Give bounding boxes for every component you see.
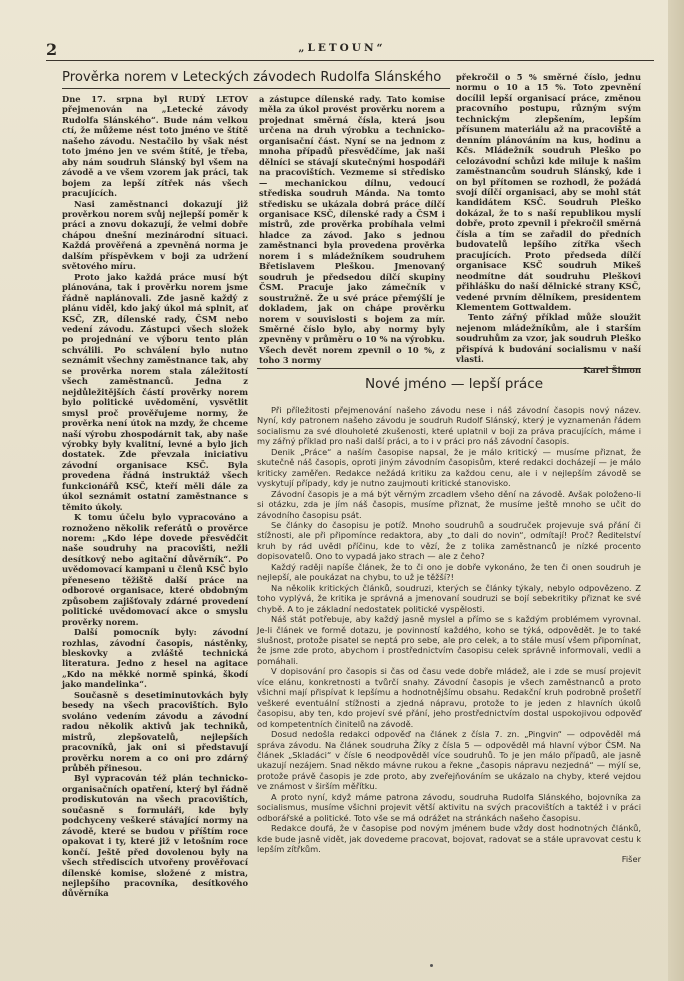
article2-paragraph: A proto nyní, když máme patrona závodu, soudruha Rudolfa Slánského, bojovníka za socialismus, musíme všichni projevit větší aktivitu na svých pracovištích a taktéž i v práci odborářské a politické. Toto vše se má odrážet na stránkách našeho časopisu. bbox=[257, 791, 641, 823]
article2-paragraph: Závodní časopis je a má být věrným zrcadlem všeho dění na závodě. Avšak položeno-li si otázku, zda je jím náš časopis, musíme přiznat, že musíme ještě mnoho se učit do závodního časopisu psát. bbox=[257, 488, 641, 520]
article1-paragraph: Byl vypracován též plán technicko-organisačních opatření, který byl řádně prodiskutován na všech pracovištích, současně s formuláři, kde byly podchyceny veškeré stávající normy na závodě, které se budou v příštím roce opakovat i ty, které již v letošním roce končí. Ještě před dovolenou byly na všech střediscích utvořeny prověřovací dílenské komise, složené z mistra, nejlepšího pracovníka, desítkového důvěrníka bbox=[62, 773, 248, 899]
article1-column-2 bbox=[259, 94, 445, 366]
masthead: „LETOUN“ bbox=[298, 42, 386, 54]
article2-signature: Fišer bbox=[621, 854, 641, 865]
article1-title-rule bbox=[62, 88, 450, 89]
article2-paragraph: Se články do časopisu je potíž. Mnoho soudruhů a soudruček projevuje svá přání či stížnosti, ale při připomínce redaktora, aby „to dali do novin“, odmítají! Proč? Ředitelství kruh by rád uvědl příčinu, kde to vězí, že z tolika zaměstnanců je nízké procento dopisovatelů. Ono to vypadá jako strach — ale z čeho? bbox=[257, 519, 641, 562]
page-edge bbox=[668, 0, 684, 981]
article2-paragraph: Každý raději napíše článek, že to či ono je dobře vykonáno, že ten či onen soudruh je nejlepší, ale poukázat na chybu, to už je těžší?! bbox=[257, 561, 641, 583]
article1-paragraph: Nasi zaměstnanci dokazují již prověrkou norem svůj nejlepší poměr k práci a znovu dokazují, že velmi dobře chápou dnešní mezinárodní situaci. Každá prověřená a zpevněná norma je dalším příspěvkem v boji za udržení světového míru. bbox=[62, 198, 248, 272]
article2-paragraph: Na několik kritických článků, soudruzi, kterých se články týkaly, nebylo odpovězeno. Z toho vyplývá, že kritika je správná a jmenovaní soudruzi se bojí sebekritiky přiznat ke své chybě. A to je základní nedostatek politické vyspělosti. bbox=[257, 582, 641, 614]
article2-paragraph: Dosud nedošla redakci odpověď na článek z čísla 7. zn. „Pingvin“ — odpověděl má správa závodu. Na článek soudruha Žíky z čísla 5 — odpověděl má hlavní výbor ČSM. Na článek „Skladáci“ v čísle 6 neodpověděl více soudruhů. To je jen málo případů, ale jasně ukazují nezájem. Snad někdo mávne rukou a řekne „časopis nápravu nezjedná“ — mýlí se, protože právě časopis je zde proto, aby zveřejňováním se ukázalo na chyby, které vejdou ve známost v širším měřítku. bbox=[257, 729, 641, 792]
article1-paragraph: K tomu účelu bylo vypracováno a roznoženo několik referátů o prověrce norem: „Kdo lépe dovede přesvědčit naše soudruhy na pracovišti, nežli desítkový nebo agitační důvěrník“. Po uvědomovací kampani u členů KSČ bylo přeneseno těžiště další práce na odborové organisace, které obdobným způsobem zajišťovaly zdárné provedení politické uvědomovací akce o smyslu prověrky norem. bbox=[62, 512, 248, 627]
binding-hole bbox=[430, 964, 433, 967]
article2-paragraph: Denik „Práce“ a naším časopise napsal, že je málo kritický — musíme přiznat, že skutečně náš časopis, oproti jiným závodním časopisům, které redakci docházejí — je málo kriticky zaměřen. Redakce nežádá kritiku za každou cenu, ale i v nejlepším závodě se vyskytují případy, kdy je nutno zaujmouti kritické stanovisko. bbox=[257, 446, 641, 489]
article1-paragraph: Současně s desetiminutovkách byly besedy na všech pracovištích. Bylo svoláno vedením závodu a závodní radou několik aktivů jak techniků, mistrů, zlepšovatelů, nejlepších pracovníků, jak oni si představují prověrku norem a co oni pro zdárný průběh přinesou. bbox=[62, 689, 248, 773]
article1-column-3 bbox=[456, 72, 641, 375]
article2-paragraph: V dopisování pro časopis si čas od času vede dobře mládež, ale i zde se musí projevit více elánu, konkretnosti a tvůrčí snahy. Závodní časopis je všech zaměstnanců a proto všichni mají přispívat k lepšímu a hodnotnějšímu obsahu. Redakční kruh podrobně prošetří veškeré eventuální stížnosti a zjedná nápravu, protože to je jeden z hlavních úkolů časopisu, aby ten, kdo projeví své přání, jeho prostřednictvím dostal uspokojivou odpověď od kompetentních činitelů na závodě. bbox=[257, 666, 641, 729]
article1-title: Prověrka norem v Leteckých závodech Rudolfa Slánského bbox=[62, 70, 442, 85]
article2-body bbox=[257, 405, 641, 945]
article2-top-rule bbox=[257, 368, 641, 369]
page-number: 2 bbox=[46, 40, 58, 59]
article1-signature: Karel Šimon bbox=[583, 364, 641, 375]
header-rule bbox=[46, 60, 654, 61]
article1-paragraph: Proto jako každá práce musí být plánována, tak i prověrku norem jsme řádně naplánovali. Zde jasně každý z plánu viděl, kdo jaký úkol má splnit, ať KSČ, ZR, dílenské rady, ČSM nebo vedení závodu. Zástupci všech složek po projednání ve výboru tento plán schválili. Po schválení bylo nutno seznámit všechny zaměstnance tak, aby se prověrka norem stala záležitostí všech zaměstnanců. Jedna z nejdůležitějších částí prověrky norem bylo politické uvědomění, vysvětlit smysl proč prověřujeme normy, že prověrka není útok na mzdy, že chceme naší výrobu zhospodárnit tak, aby naše výrobky byly kvalitní, levné a bylo jich dostatek. Zde převzala iniciativu závodní organisace KSČ. Byla provedena řádná instruktáž všech funkcionářů KSČ, kteří měli dále za úkol seznámit ostatní zaměstnance s těmito úkoly. bbox=[62, 271, 248, 512]
article2-paragraph: Náš stát potřebuje, aby každý jasně myslel a přímo se s každým problémem vyrovnal. Je-li článek ve formě dotazu, je povinností každého, koho se týká, odpovědět. Je to také slušnost, protože pisatel se neptá pro sebe, ale pro celek, a to stále musí všem připomínat, že jsme zde proto, abychom i prostřednictvím časopisu celek správně informovali, vedli a pomáhali. bbox=[257, 614, 641, 666]
article1-paragraph: Další pomocník byly: závodní rozhlas, závodní časopis, nástěnky, bleskovky a zvláště technická literatura. Jedno z hesel na agitace „Kdo na měkké normě spinká, škodí jako mandelinka“. bbox=[62, 627, 248, 690]
article2-title: Nové jméno — lepší práce bbox=[365, 376, 544, 392]
article2-paragraph: Při příležitosti přejmenování našeho závodu nese i náš závodní časopis nový název. Nyní, kdy patronem našeho závodu je soudruh Rudolf Slánský, který je vyznamenán řádem socialismu za své dlouholeté zkušenosti, které uplatnil v boji za práva pracujících, máme i my zářný příklad pro naši další práci, a to i v práci pro náš závodní časopis. bbox=[257, 405, 641, 447]
article1-paragraph: překročil o 5 % směrné číslo, jednu normu o 10 a 15 %. Toto zpevnění docílil lepší organisací práce, změnou pracovního postupu, různým svým technickým zlepšením, lepším přísunem materiálu až na pracoviště a denním plánováním na kus, hodinu a Kčs. Mládežník soudruh Pleško po celozávodní schůzi kde miluje k našim zaměstnancům soudruh Slánský, kde i on byl přítomen se rozhodl, že požádá svojí dílčí organisaci, aby se mohl stát kandidátem KSČ. Soudruh Pleško dokázal, že to s naší republikou myslí dobře, proto zpevnil i překročil směrná čísla a tím se zařadil do předních budovatelů lepšího zítřka všech pracujících. Proto předseda dílčí organisace KSČ soudruh Mikeš neodmítne dát soudruhu Pleškovi přihlášku do naší dělnické strany KSČ, vedené prvním dělníkem, presidentem Klementem Gottwaldem. bbox=[456, 72, 641, 312]
article1-column-1 bbox=[62, 94, 248, 944]
article2-paragraph: Redakce doufá, že v časopise pod novým jménem bude vždy dost hodnotných článků, kde bude jasně vidět, jak dovedeme pracovat, bojovat, radovat se a stále upravovat cestu k lepším zítřkům. bbox=[257, 823, 641, 855]
article1-paragraph: Dne 17. srpna byl RUDÝ LETOV přejmenován na „Letecké závody Rudolfa Slánského“. Bude nám velkou ctí, že můžeme nést toto jméno ve štítě našeho závodu. Nestačilo by však nést toto jméno jen ve svém štítě, je třeba, aby nám soudruh Slánský byl všem na závodě a ve všem vzorem jak práci, tak bojem za lepší zítřek nás všech pracujících. bbox=[62, 94, 248, 199]
article1-paragraph: Tento zářný příklad může sloužit nejenom mládežníkům, ale i starším soudruhům za vzor, jak soudruh Pleško přispívá k budování socialismu v naší vlasti. bbox=[456, 312, 641, 365]
article1-paragraph: a zástupce dílenské rady. Tato komise měla za úkol provést prověrku norem a projednat směrná čísla, která jsou určena na druh výrobku a technicko-organisační část. Nyní se na jednom z mnoha případů přesvědčíme, jak naši dělníci se stávají skutečnými hospodáři na pracovištích. Vezmeme si středisko — mechanickou dílnu, vedoucí střediska soudruh Mánda. Na tomto středisku se ukázala dobrá práce dílčí organisace KSČ, dílenské rady a ČSM i mistrů, zde prověrka probíhala velmi hladce za závod. Jako s jednou zaměstnanci byla provedena prověrka norem i s mládežníkem soudruhem Břetislavem Pleškou. Jmenovaný soudruh je předsedou dílčí skupiny ČSM. Pracuje jako zámečník v soustružně. Že u své práce přemýšlí je dokladem, jak on chápe prověrku norem v souvislosti s bojem za mír. Směrné číslo bylo, aby normy byly zpevněny v průměru o 10 % na výrobku. Všech devět norem zpevnil o 10 %, z toho 3 normy bbox=[259, 94, 445, 366]
